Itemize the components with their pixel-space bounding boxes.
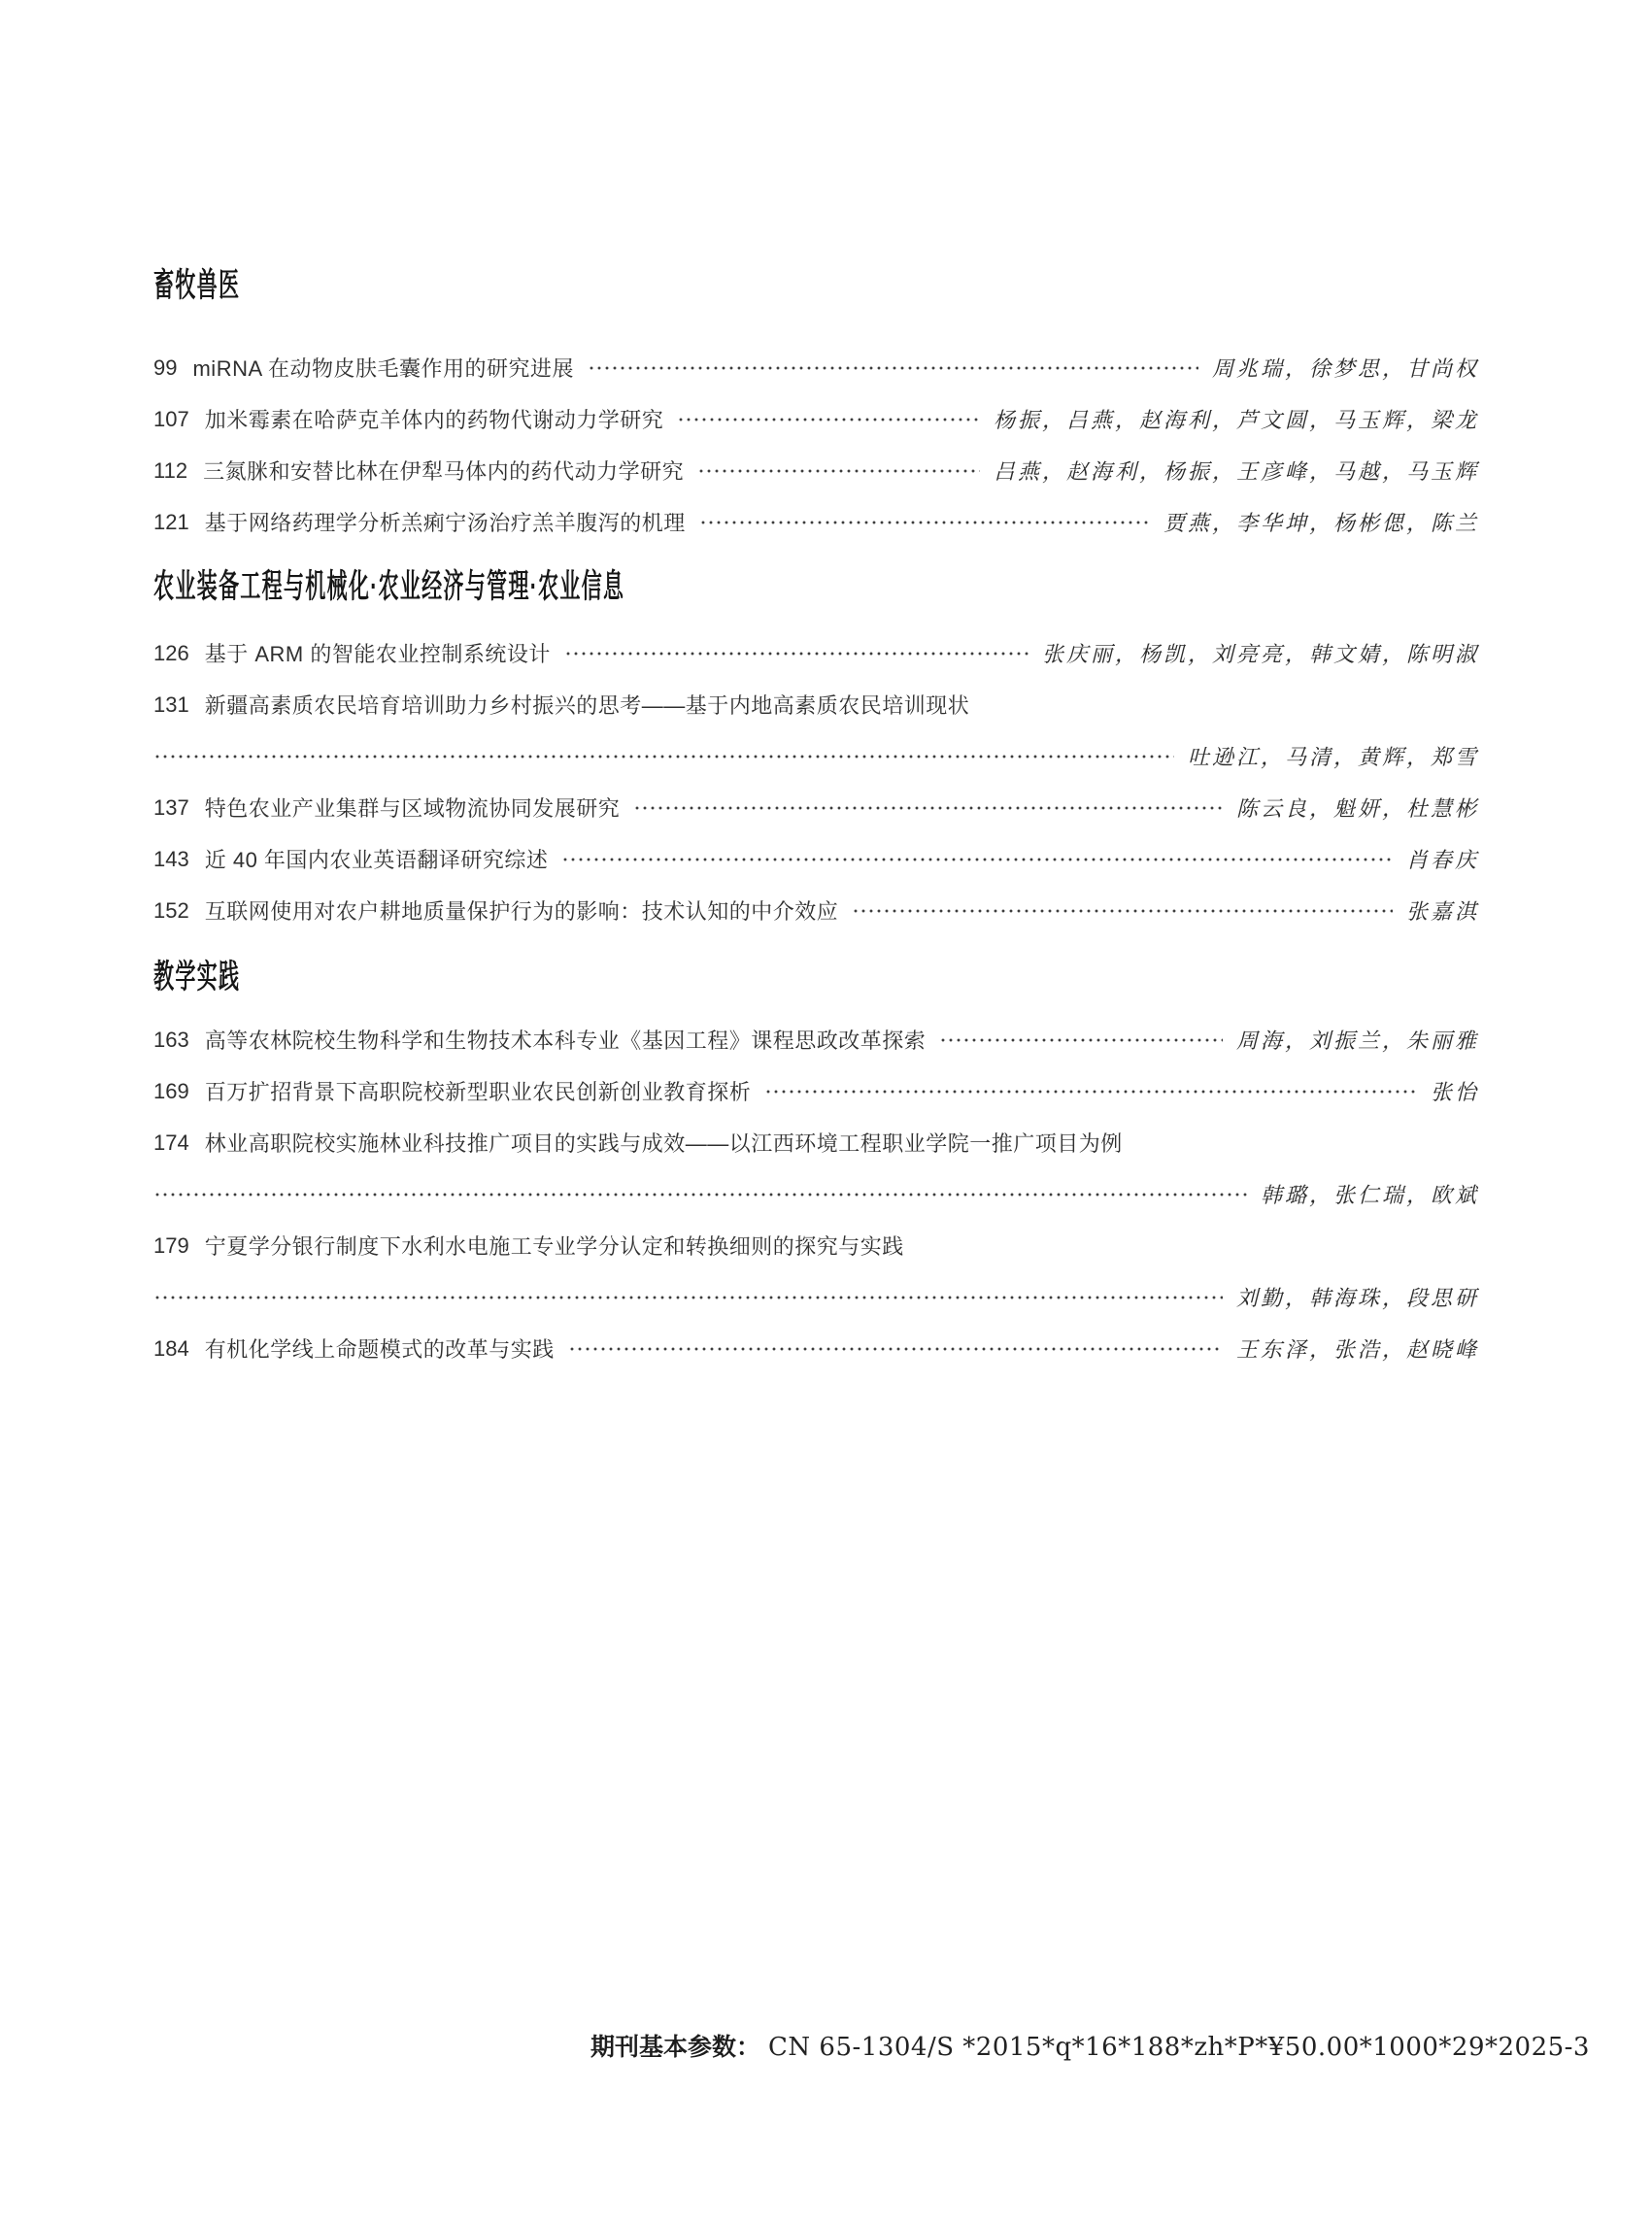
entry-authors: 肖春庆 xyxy=(1405,849,1479,873)
entry-authors: 杨振，吕燕，赵海利，芦文圆，马玉辉，梁龙 xyxy=(993,409,1479,433)
entry-title: 林业高职院校实施林业科技推广项目的实践与成效——以江西环境工程职业学院一推广项目为例 xyxy=(204,1131,1123,1156)
entry-page-number: 99 xyxy=(153,354,178,380)
journal-parameters-footer xyxy=(590,2028,1590,2063)
section-heading: 畜牧兽医 xyxy=(153,267,241,304)
entry-page-number: 152 xyxy=(153,897,189,923)
entry-page-number: 163 xyxy=(153,1027,189,1052)
entry-title: 三氮脒和安替比林在伊犁马体内的药代动力学研究 xyxy=(203,459,685,484)
entry-title: 高等农林院校生物科学和生物技术本科专业《基因工程》课程思政改革探索 xyxy=(204,1029,927,1053)
toc-entry-continuation xyxy=(153,1168,1479,1220)
toc-entry xyxy=(153,1220,1479,1271)
entry-title: 新疆高素质农民培育培训助力乡村振兴的思考——基于内地高素质农民培训现状 xyxy=(204,693,970,718)
entry-page-number: 143 xyxy=(153,846,189,871)
entry-authors: 吐逊江，马清，黄辉，郑雪 xyxy=(1187,746,1479,770)
dot-leader xyxy=(564,644,1028,663)
footer-label: 期刊基本参数： xyxy=(590,2034,761,2061)
toc-entry xyxy=(153,1065,1479,1117)
entry-authors: 王东泽，张浩，赵晓峰 xyxy=(1235,1338,1479,1363)
entry-authors: 周兆瑞，徐梦思，甘尚权 xyxy=(1211,357,1479,382)
entry-authors: 张庆丽，杨凯，刘亮亮，韩文婧，陈明淑 xyxy=(1041,643,1479,667)
entry-authors: 刘勤，韩海珠，段思研 xyxy=(1235,1287,1479,1311)
dot-leader xyxy=(633,798,1223,818)
footer-value: CN 65-1304/S *2015*q*16*188*zh*P*¥50.00*1000*29*2025-3 xyxy=(768,2033,1590,2062)
toc-entry xyxy=(153,782,1479,833)
entry-page-number: 126 xyxy=(153,640,189,665)
toc-entry-continuation xyxy=(153,730,1479,782)
entry-title: 基于 ARM 的智能农业控制系统设计 xyxy=(204,642,551,666)
entry-page-number: 169 xyxy=(153,1078,189,1103)
toc-entry xyxy=(153,1323,1479,1374)
entry-title: 加米霉素在哈萨克羊体内的药物代谢动力学研究 xyxy=(204,408,664,432)
toc-entry xyxy=(153,342,1479,393)
toc-entry xyxy=(153,445,1479,496)
entry-title: 百万扩招背景下高职院校新型职业农民创新创业教育探析 xyxy=(204,1080,752,1104)
dot-leader xyxy=(939,1030,1223,1050)
toc-content xyxy=(153,264,1479,1374)
entry-title: 互联网使用对农户耕地质量保护行为的影响：技术认知的中介效应 xyxy=(204,899,839,924)
entry-title: 近 40 年国内农业英语翻译研究综述 xyxy=(204,848,549,872)
entry-authors: 韩璐，张仁瑞，欧斌 xyxy=(1260,1184,1479,1208)
entry-title: 特色农业产业集群与区域物流协同发展研究 xyxy=(204,796,621,821)
section-livestock-veterinary xyxy=(153,264,1479,548)
dot-leader xyxy=(153,1185,1247,1204)
dot-leader xyxy=(852,901,1393,921)
section-teaching-practice xyxy=(153,956,1479,1374)
entry-title: 宁夏学分银行制度下水利水电施工专业学分认定和转换细则的探究与实践 xyxy=(204,1234,904,1259)
dot-leader xyxy=(588,358,1198,378)
entry-page-number: 107 xyxy=(153,406,189,431)
toc-entry xyxy=(153,393,1479,445)
dot-leader xyxy=(699,513,1150,532)
entry-page-number: 184 xyxy=(153,1335,189,1361)
dot-leader xyxy=(153,1288,1223,1307)
entry-title: miRNA 在动物皮肤毛囊作用的研究进展 xyxy=(192,356,575,381)
toc-entry xyxy=(153,885,1479,936)
entry-authors: 周海，刘振兰，朱丽雅 xyxy=(1235,1029,1479,1054)
entry-page-number: 112 xyxy=(153,457,188,483)
dot-leader xyxy=(153,747,1174,766)
section-heading: 农业装备工程与机械化·农业经济与管理·农业信息 xyxy=(153,568,625,605)
entry-page-number: 131 xyxy=(153,691,189,717)
toc-entry xyxy=(153,496,1479,548)
entry-title: 有机化学线上命题模式的改革与实践 xyxy=(204,1337,555,1362)
entry-page-number: 174 xyxy=(153,1130,189,1155)
entry-authors: 贾燕，李华坤，杨彬偲，陈兰 xyxy=(1163,512,1479,536)
toc-entry xyxy=(153,1117,1479,1168)
dot-leader xyxy=(764,1082,1417,1101)
entry-authors: 吕燕，赵海利，杨振，王彦峰，马越，马玉辉 xyxy=(993,460,1479,485)
toc-entry xyxy=(153,1014,1479,1065)
section-heading: 教学实践 xyxy=(153,959,241,995)
toc-entry-continuation xyxy=(153,1271,1479,1323)
toc-entry xyxy=(153,627,1479,679)
entry-page-number: 137 xyxy=(153,794,189,820)
entry-title: 基于网络药理学分析羔痢宁汤治疗羔羊腹泻的机理 xyxy=(204,511,686,535)
toc-entry xyxy=(153,833,1479,885)
toc-entry xyxy=(153,679,1479,730)
entry-authors: 陈云良，魁妍，杜慧彬 xyxy=(1235,797,1479,822)
dot-leader xyxy=(561,850,1393,869)
entry-authors: 张嘉淇 xyxy=(1405,900,1479,925)
section-agri-equipment-economy-info xyxy=(153,565,1479,936)
entry-page-number: 179 xyxy=(153,1232,189,1258)
entry-authors: 张怡 xyxy=(1430,1081,1479,1105)
entry-page-number: 121 xyxy=(153,509,189,534)
dot-leader xyxy=(568,1339,1223,1359)
dot-leader xyxy=(677,410,980,429)
dot-leader xyxy=(697,461,980,481)
